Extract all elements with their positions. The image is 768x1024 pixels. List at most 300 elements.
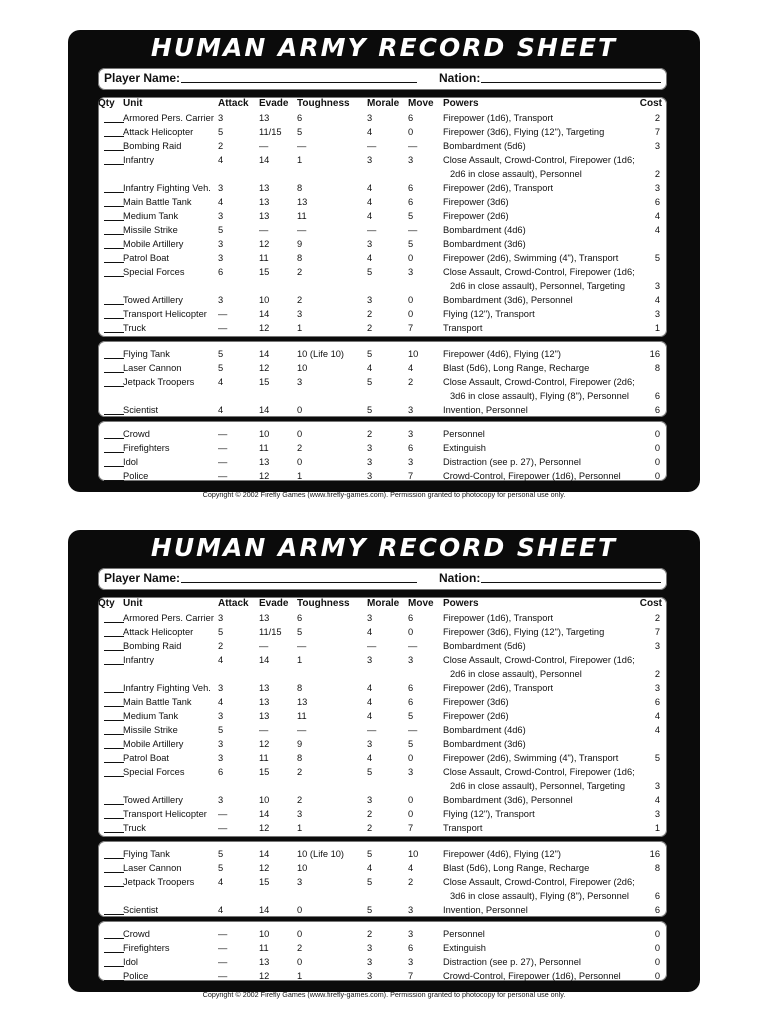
unit-morale: 3 — [367, 295, 373, 305]
qty-field[interactable] — [104, 952, 124, 953]
unit-move: 7 — [408, 971, 414, 981]
unit-unit: Main Battle Tank — [123, 697, 192, 707]
unit-move: 0 — [408, 809, 414, 819]
unit-row — [98, 738, 667, 752]
unit-attack: 4 — [218, 655, 224, 665]
qty-field[interactable] — [104, 372, 124, 373]
qty-field[interactable] — [104, 220, 124, 221]
unit-evade: 15 — [259, 877, 270, 887]
qty-field[interactable] — [104, 466, 124, 467]
unit-group-panel — [98, 921, 667, 981]
unit-attack: — — [218, 809, 228, 819]
unit-toughness: 1 — [297, 471, 303, 481]
unit-evade: 12 — [259, 239, 270, 249]
qty-field[interactable] — [104, 706, 124, 707]
unit-toughness: 1 — [297, 323, 303, 333]
unit-cost: 7 — [654, 127, 660, 137]
unit-evade: 10 — [259, 429, 270, 439]
unit-evade: — — [259, 641, 269, 651]
unit-unit: Laser Cannon — [123, 363, 182, 373]
unit-unit: Police — [123, 971, 149, 981]
unit-powers: Blast (5d6), Long Range, Recharge — [443, 363, 590, 373]
unit-row — [98, 848, 667, 862]
unit-morale: 3 — [367, 795, 373, 805]
unit-move: 0 — [408, 127, 414, 137]
unit-unit: Jetpack Troopers — [123, 377, 195, 387]
unit-toughness: 1 — [297, 971, 303, 981]
unit-toughness: 1 — [297, 655, 303, 665]
unit-toughness: 2 — [297, 295, 303, 305]
unit-toughness: 8 — [297, 253, 303, 263]
column-header-morale: Morale — [367, 98, 400, 109]
unit-move: — — [408, 641, 418, 651]
unit-move: 3 — [408, 429, 414, 439]
column-header-powers: Powers — [443, 98, 479, 109]
unit-morale: 4 — [367, 211, 373, 221]
unit-evade: 11/15 — [259, 627, 282, 637]
unit-group-panel — [98, 421, 667, 481]
unit-row — [98, 724, 667, 738]
unit-move: 3 — [408, 655, 414, 665]
copyright-footer: Copyright © 2002 Firefly Games (www.firefly-games.com). Permission granted to photocopy for personal use only. — [202, 490, 566, 499]
qty-field[interactable] — [104, 980, 124, 981]
unit-cost: 16 — [649, 849, 660, 859]
unit-unit: Transport Helicopter — [123, 309, 207, 319]
column-header-qty: Qty — [98, 598, 115, 609]
unit-group-panel — [98, 97, 667, 337]
unit-row — [98, 942, 667, 956]
unit-toughness: 0 — [297, 929, 303, 939]
unit-unit: Firefighters — [123, 443, 170, 453]
unit-attack: 4 — [218, 405, 224, 415]
qty-field[interactable] — [104, 886, 124, 887]
unit-morale: 4 — [367, 253, 373, 263]
qty-field[interactable] — [104, 206, 124, 207]
unit-row — [98, 876, 667, 904]
unit-cost: 3 — [654, 781, 660, 791]
unit-move: 5 — [408, 239, 414, 249]
unit-move: 6 — [408, 697, 414, 707]
unit-move: 10 — [408, 849, 419, 859]
unit-unit: Patrol Boat — [123, 253, 169, 263]
unit-morale: 5 — [367, 405, 373, 415]
unit-toughness: 10 (Life 10) — [297, 849, 345, 859]
unit-powers: Personnel — [443, 929, 485, 939]
qty-field[interactable] — [104, 622, 124, 623]
unit-move: — — [408, 725, 418, 735]
unit-move: 3 — [408, 405, 414, 415]
nation-field[interactable] — [481, 71, 661, 83]
qty-field[interactable] — [104, 192, 124, 193]
unit-powers: Invention, Personnel — [443, 405, 528, 415]
unit-toughness: 13 — [297, 697, 308, 707]
unit-attack: 5 — [218, 627, 224, 637]
unit-attack: 4 — [218, 377, 224, 387]
unit-cost: 0 — [654, 929, 660, 939]
column-header-powers: Powers — [443, 598, 479, 609]
unit-move: 5 — [408, 711, 414, 721]
unit-move: 6 — [408, 197, 414, 207]
unit-attack: — — [218, 823, 228, 833]
qty-field[interactable] — [104, 762, 124, 763]
unit-row — [98, 322, 667, 336]
unit-move: 0 — [408, 627, 414, 637]
unit-morale: 4 — [367, 363, 373, 373]
unit-powers: Firepower (3d6) — [443, 197, 509, 207]
unit-attack: — — [218, 323, 228, 333]
unit-unit: Infantry — [123, 155, 155, 165]
unit-move: 5 — [408, 739, 414, 749]
qty-field[interactable] — [104, 748, 124, 749]
unit-evade: 13 — [259, 113, 270, 123]
unit-toughness: 0 — [297, 905, 303, 915]
unit-morale: 3 — [367, 943, 373, 953]
unit-powers: Extinguish — [443, 443, 486, 453]
unit-evade: 12 — [259, 363, 270, 373]
qty-field[interactable] — [104, 304, 124, 305]
unit-powers: Firepower (2d6) — [443, 711, 509, 721]
unit-toughness: 11 — [297, 711, 307, 721]
unit-evade: 11/15 — [259, 127, 282, 137]
unit-toughness: 9 — [297, 739, 303, 749]
qty-field[interactable] — [104, 858, 124, 859]
unit-cost: 2 — [654, 613, 660, 623]
unit-unit: Police — [123, 471, 149, 481]
unit-move: 3 — [408, 929, 414, 939]
unit-toughness: 2 — [297, 267, 303, 277]
unit-powers: Close Assault, Crowd-Control, Firepower (1d6; — [443, 655, 635, 665]
unit-powers: Extinguish — [443, 943, 486, 953]
qty-field[interactable] — [104, 636, 124, 637]
unit-powers: Firepower (3d6), Flying (12"), Targeting — [443, 127, 605, 137]
unit-toughness: 3 — [297, 309, 303, 319]
unit-move: 0 — [408, 253, 414, 263]
unit-row — [98, 654, 667, 682]
unit-row — [98, 626, 667, 640]
unit-row — [98, 442, 667, 456]
unit-toughness: 5 — [297, 127, 303, 137]
column-header-unit: Unit — [123, 98, 143, 109]
unit-attack: — — [218, 471, 228, 481]
unit-evade: 14 — [259, 809, 270, 819]
unit-powers: Bombardment (4d6) — [443, 225, 526, 235]
unit-move: 0 — [408, 309, 414, 319]
unit-row — [98, 112, 667, 126]
player-info-panel — [98, 68, 667, 90]
unit-evade: 14 — [259, 155, 270, 165]
unit-powers: Close Assault, Crowd-Control, Firepower (2d6; — [443, 877, 635, 887]
unit-row — [98, 794, 667, 808]
sheet-title: HUMAN ARMY RECORD SHEET — [150, 33, 618, 62]
unit-cost: 4 — [654, 795, 660, 805]
unit-cost: 4 — [654, 211, 660, 221]
unit-unit: Missile Strike — [123, 225, 178, 235]
unit-attack: — — [218, 971, 228, 981]
unit-cost: 4 — [654, 295, 660, 305]
unit-attack: 3 — [218, 711, 224, 721]
unit-evade: 14 — [259, 849, 270, 859]
unit-move: 6 — [408, 443, 414, 453]
unit-unit: Jetpack Troopers — [123, 877, 195, 887]
qty-field[interactable] — [104, 358, 124, 359]
unit-toughness: 1 — [297, 823, 303, 833]
unit-cost: 0 — [654, 457, 660, 467]
unit-toughness: 0 — [297, 405, 303, 415]
qty-field[interactable] — [104, 414, 124, 415]
unit-powers: Firepower (3d6), Flying (12"), Targeting — [443, 627, 605, 637]
qty-field[interactable] — [104, 692, 124, 693]
unit-unit: Special Forces — [123, 767, 185, 777]
unit-evade: 10 — [259, 929, 270, 939]
unit-row — [98, 696, 667, 710]
player-name-field[interactable] — [181, 571, 417, 583]
unit-morale: 5 — [367, 767, 373, 777]
unit-cost: 4 — [654, 711, 660, 721]
unit-morale: 3 — [367, 471, 373, 481]
unit-morale: 3 — [367, 739, 373, 749]
unit-move: 3 — [408, 957, 414, 967]
unit-cost: 8 — [654, 863, 660, 873]
unit-evade: 10 — [259, 795, 270, 805]
unit-unit: Towed Artillery — [123, 795, 183, 805]
nation-field[interactable] — [481, 571, 661, 583]
unit-unit: Infantry — [123, 655, 155, 665]
unit-morale: 2 — [367, 929, 373, 939]
unit-cost: 1 — [654, 823, 660, 833]
unit-morale: 4 — [367, 627, 373, 637]
unit-evade: 13 — [259, 957, 270, 967]
unit-powers: Close Assault, Crowd-Control, Firepower (2d6; — [443, 377, 635, 387]
column-header-cost: Cost — [639, 98, 662, 109]
unit-morale: — — [367, 141, 377, 151]
unit-evade: 15 — [259, 767, 270, 777]
unit-attack: 5 — [218, 225, 224, 235]
qty-field[interactable] — [104, 734, 124, 735]
column-header-qty: Qty — [98, 98, 115, 109]
unit-cost: 1 — [654, 323, 660, 333]
unit-morale: 3 — [367, 155, 373, 165]
unit-attack: 5 — [218, 725, 224, 735]
unit-group-panel — [98, 841, 667, 917]
unit-move: 0 — [408, 753, 414, 763]
unit-evade: 14 — [259, 349, 270, 359]
unit-morale: 3 — [367, 457, 373, 467]
unit-unit: Infantry Fighting Veh. — [123, 183, 211, 193]
qty-field[interactable] — [104, 650, 124, 651]
qty-field[interactable] — [104, 248, 124, 249]
qty-field[interactable] — [104, 332, 124, 333]
player-name-field[interactable] — [181, 71, 417, 83]
unit-powers: Transport — [443, 823, 483, 833]
unit-move: 0 — [408, 295, 414, 305]
unit-unit: Idol — [123, 457, 138, 467]
unit-powers: Distraction (see p. 27), Personnel — [443, 457, 581, 467]
unit-attack: 3 — [218, 239, 224, 249]
unit-evade: 13 — [259, 683, 270, 693]
unit-toughness: — — [297, 225, 307, 235]
qty-field[interactable] — [104, 276, 124, 277]
qty-field[interactable] — [104, 164, 124, 165]
column-header-move: Move — [408, 598, 434, 609]
qty-field[interactable] — [104, 386, 124, 387]
unit-attack: 3 — [218, 183, 224, 193]
unit-attack: 3 — [218, 113, 224, 123]
unit-cost: 2 — [654, 169, 660, 179]
column-header-evade: Evade — [259, 598, 289, 609]
unit-cost: 7 — [654, 627, 660, 637]
unit-row — [98, 612, 667, 626]
unit-toughness: 10 (Life 10) — [297, 349, 345, 359]
unit-row — [98, 348, 667, 362]
qty-field[interactable] — [104, 122, 124, 123]
unit-row — [98, 928, 667, 942]
qty-field[interactable] — [104, 720, 124, 721]
unit-morale: 4 — [367, 683, 373, 693]
unit-morale: 5 — [367, 349, 373, 359]
qty-field[interactable] — [104, 438, 124, 439]
qty-field[interactable] — [104, 914, 124, 915]
unit-powers: 2d6 in close assault), Personnel — [450, 169, 582, 179]
unit-cost: 0 — [654, 443, 660, 453]
unit-cost: 0 — [654, 957, 660, 967]
qty-field[interactable] — [104, 150, 124, 151]
unit-attack: 4 — [218, 155, 224, 165]
column-header-morale: Morale — [367, 598, 400, 609]
unit-move: 4 — [408, 863, 414, 873]
unit-cost: 2 — [654, 669, 660, 679]
unit-powers: 2d6 in close assault), Personnel, Targeting — [450, 281, 626, 291]
unit-attack: 6 — [218, 767, 224, 777]
qty-field[interactable] — [104, 452, 124, 453]
unit-toughness: 1 — [297, 155, 303, 165]
sheet-title: HUMAN ARMY RECORD SHEET — [150, 533, 618, 562]
qty-field[interactable] — [104, 804, 124, 805]
unit-powers: Firepower (1d6), Transport — [443, 113, 554, 123]
unit-row — [98, 682, 667, 696]
unit-evade: 14 — [259, 405, 270, 415]
unit-evade: 11 — [259, 753, 269, 763]
column-header-attack: Attack — [218, 598, 249, 609]
unit-morale: 3 — [367, 239, 373, 249]
unit-morale: — — [367, 725, 377, 735]
unit-evade: 13 — [259, 457, 270, 467]
nation-text: Nation: — [439, 571, 481, 585]
qty-field[interactable] — [104, 938, 124, 939]
unit-morale: 3 — [367, 957, 373, 967]
unit-powers: Bombardment (3d6), Personnel — [443, 295, 573, 305]
unit-attack: — — [218, 443, 228, 453]
unit-attack: 3 — [218, 739, 224, 749]
unit-evade: 12 — [259, 823, 270, 833]
unit-evade: 15 — [259, 377, 270, 387]
unit-powers: Firepower (2d6), Transport — [443, 683, 554, 693]
unit-unit: Armored Pers. Carrier — [123, 613, 214, 623]
qty-field[interactable] — [104, 262, 124, 263]
unit-toughness: 6 — [297, 613, 303, 623]
unit-unit: Scientist — [123, 905, 159, 915]
unit-evade: 13 — [259, 197, 270, 207]
unit-move: 3 — [408, 457, 414, 467]
unit-attack: 6 — [218, 267, 224, 277]
unit-cost: 0 — [654, 971, 660, 981]
unit-attack: 2 — [218, 141, 224, 151]
column-header-move: Move — [408, 98, 434, 109]
unit-powers: 3d6 in close assault), Flying (8"), Personnel — [450, 391, 629, 401]
unit-row — [98, 196, 667, 210]
unit-attack: 5 — [218, 349, 224, 359]
qty-field[interactable] — [104, 966, 124, 967]
unit-toughness: 3 — [297, 809, 303, 819]
unit-toughness: 3 — [297, 377, 303, 387]
unit-toughness: 8 — [297, 183, 303, 193]
unit-move: 6 — [408, 113, 414, 123]
unit-toughness: 2 — [297, 767, 303, 777]
unit-unit: Infantry Fighting Veh. — [123, 683, 211, 693]
unit-attack: — — [218, 457, 228, 467]
unit-morale: 5 — [367, 905, 373, 915]
unit-unit: Firefighters — [123, 943, 170, 953]
unit-attack: 5 — [218, 863, 224, 873]
qty-field[interactable] — [104, 818, 124, 819]
unit-cost: 3 — [654, 281, 660, 291]
unit-powers: Firepower (2d6), Swimming (4"), Transport — [443, 753, 619, 763]
qty-field[interactable] — [104, 872, 124, 873]
unit-attack: 4 — [218, 877, 224, 887]
unit-unit: Transport Helicopter — [123, 809, 207, 819]
unit-unit: Main Battle Tank — [123, 197, 192, 207]
unit-unit: Bombing Raid — [123, 141, 182, 151]
unit-powers: Crowd-Control, Firepower (1d6), Personnel — [443, 471, 621, 481]
unit-powers: Bombardment (3d6) — [443, 739, 526, 749]
unit-toughness: 8 — [297, 683, 303, 693]
unit-unit: Scientist — [123, 405, 159, 415]
unit-evade: 14 — [259, 655, 270, 665]
unit-evade: 10 — [259, 295, 270, 305]
qty-field[interactable] — [104, 136, 124, 137]
qty-field[interactable] — [104, 832, 124, 833]
qty-field[interactable] — [104, 776, 124, 777]
unit-toughness: 3 — [297, 877, 303, 887]
qty-field[interactable] — [104, 318, 124, 319]
unit-powers: Firepower (2d6), Transport — [443, 183, 554, 193]
unit-powers: Bombardment (4d6) — [443, 725, 526, 735]
unit-toughness: 9 — [297, 239, 303, 249]
unit-row — [98, 210, 667, 224]
unit-powers: Close Assault, Crowd-Control, Firepower (1d6; — [443, 155, 635, 165]
player-name-text: Player Name: — [104, 71, 181, 85]
copyright-footer: Copyright © 2002 Firefly Games (www.firefly-games.com). Permission granted to photocopy for personal use only. — [202, 990, 566, 999]
unit-row — [98, 904, 667, 918]
unit-attack: 3 — [218, 295, 224, 305]
unit-morale: 4 — [367, 863, 373, 873]
unit-row — [98, 862, 667, 876]
unit-evade: 11 — [259, 443, 269, 453]
unit-evade: 12 — [259, 323, 270, 333]
unit-cost: 6 — [654, 891, 660, 901]
qty-field[interactable] — [104, 664, 124, 665]
qty-field[interactable] — [104, 234, 124, 235]
unit-cost: 5 — [654, 753, 660, 763]
unit-move: 3 — [408, 905, 414, 915]
unit-unit: Medium Tank — [123, 211, 179, 221]
unit-cost: 0 — [654, 943, 660, 953]
qty-field[interactable] — [104, 480, 124, 481]
unit-evade: 13 — [259, 697, 270, 707]
unit-evade: — — [259, 725, 269, 735]
unit-row — [98, 140, 667, 154]
unit-toughness: — — [297, 141, 307, 151]
unit-cost: 5 — [654, 253, 660, 263]
